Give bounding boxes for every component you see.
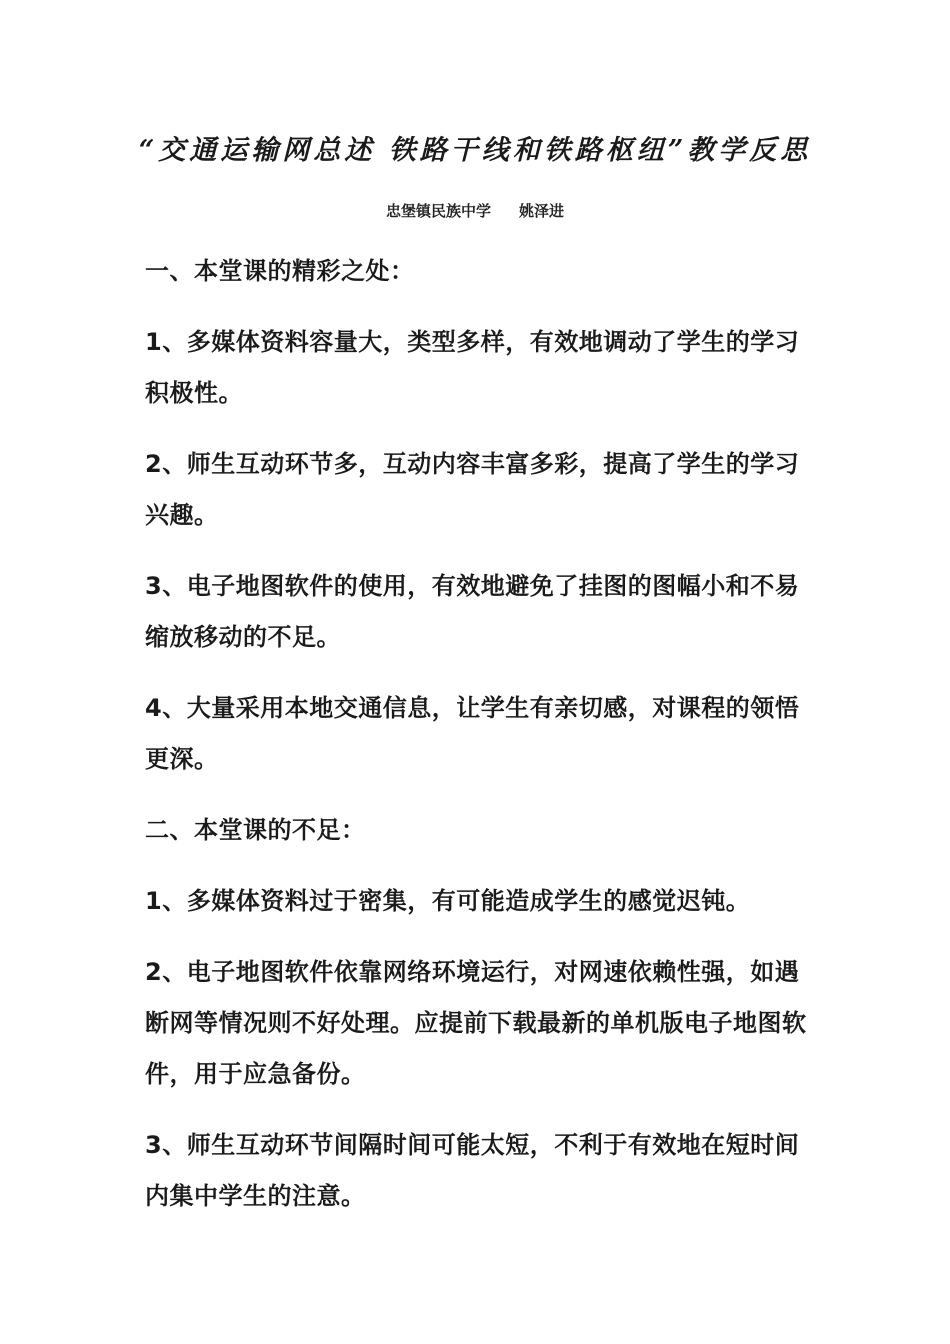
document-title: “交通运输网总述 铁路干线和铁路枢纽”教学反思 [138,135,812,166]
highlight-item-3: 3、电子地图软件的使用，有效地避免了挂图的图幅小和不易缩放移动的不足。 [145,572,800,651]
section-heading-shortcomings: 二、本堂课的不足： [145,816,366,844]
shortcoming-item-1: 1、多媒体资料过于密集，有可能造成学生的感觉迟钝。 [145,887,751,915]
highlight-item-2: 2、师生互动环节多，互动内容丰富多彩，提高了学生的学习兴趣。 [145,450,800,529]
highlight-item-4: 4、大量采用本地交通信息，让学生有亲切感，对课程的领悟更深。 [145,694,800,773]
shortcoming-item-3: 3、师生互动环节间隔时间可能太短，不利于有效地在短时间内集中学生的注意。 [145,1131,800,1210]
shortcoming-item-2: 2、电子地图软件依靠网络环境运行，对网速依赖性强，如遇断网等情况则不好处理。应提前下载最新的单机版电子地图软件，用于应急备份。 [145,958,807,1088]
document-body [145,246,810,1242]
school-name: 忠堡镇民族中学 [385,202,491,220]
section-heading-highlights: 一、本堂课的精彩之处： [145,257,415,285]
highlight-item-1: 1、多媒体资料容量大，类型多样，有效地调动了学生的学习积极性。 [145,328,800,407]
author-line [0,200,950,221]
author-name: 姚泽进 [519,202,565,220]
